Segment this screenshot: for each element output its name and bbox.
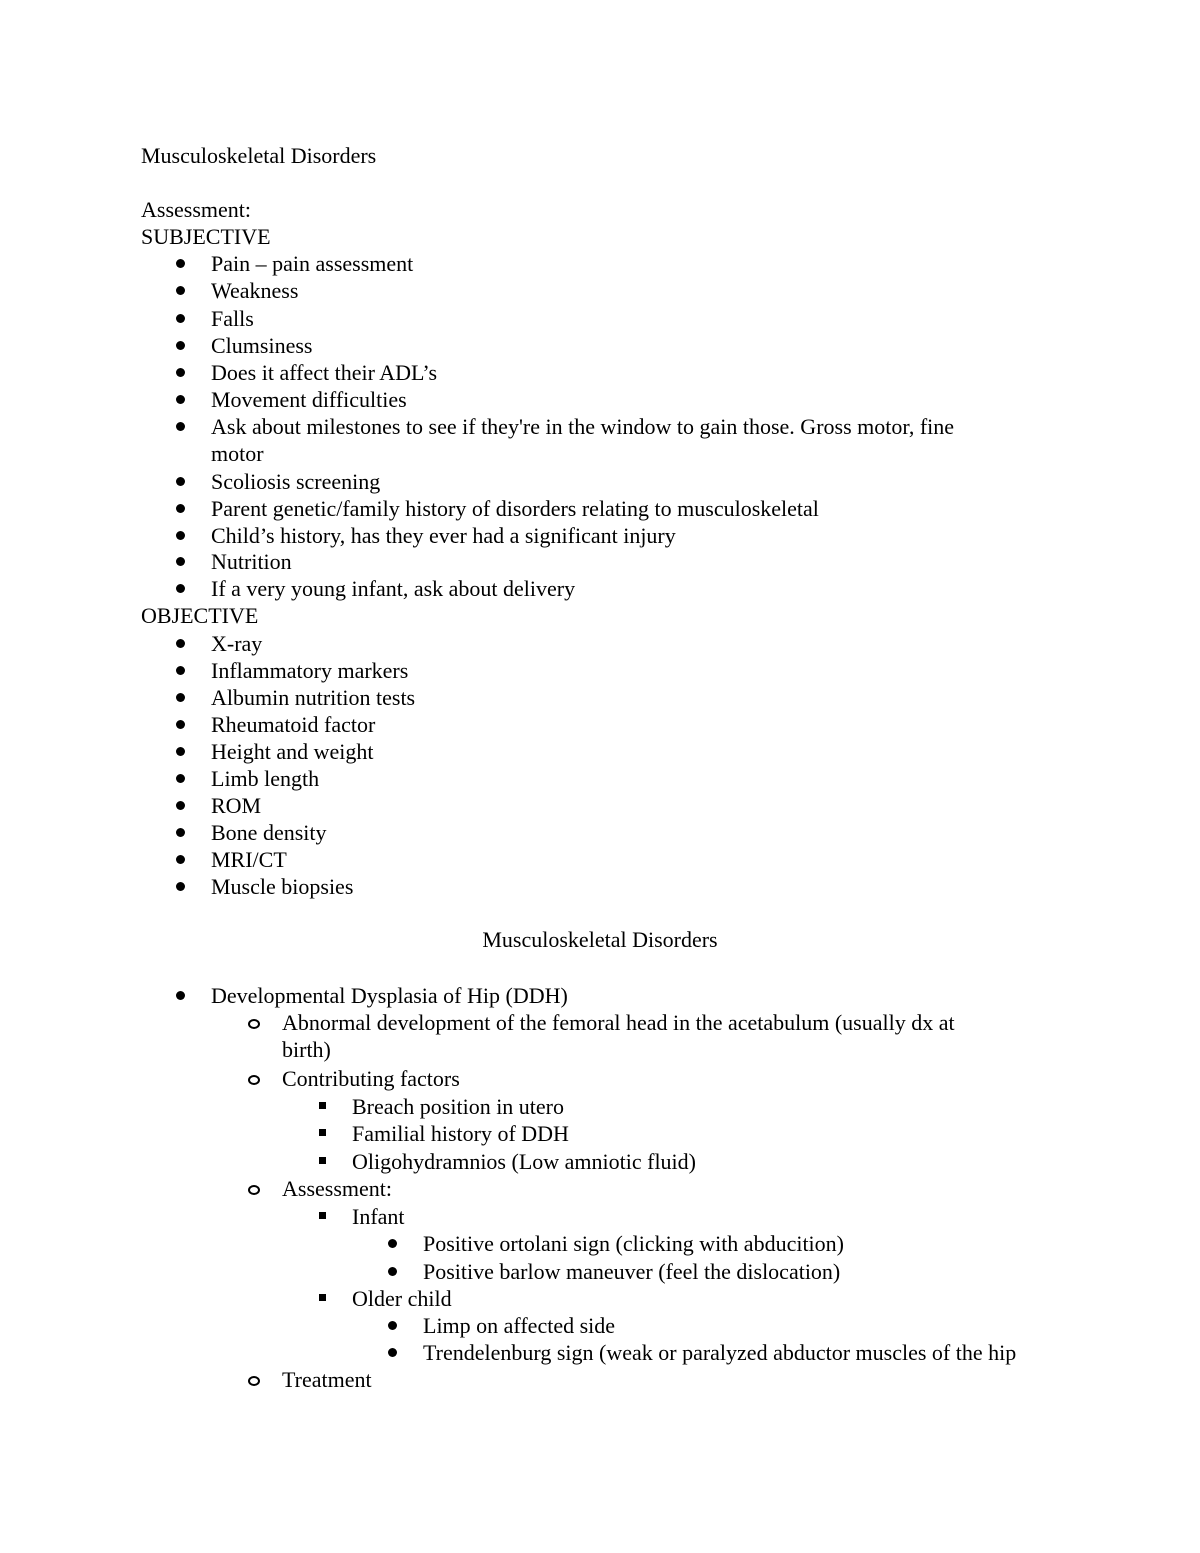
bullet-icon [176,368,185,377]
square-bullet-icon [319,1129,326,1136]
list-item: Falls [211,306,254,331]
circle-bullet-icon [248,1185,260,1195]
list-item: Albumin nutrition tests [211,685,416,710]
document-title: Musculoskeletal Disorders [141,143,377,168]
circle-bullet-icon [248,1019,260,1029]
bullet-icon [176,855,185,864]
assessment-heading: Assessment: [141,197,251,222]
square-bullet-icon [319,1157,326,1164]
list-item: Breach position in utero [352,1094,565,1119]
list-item: Child’s history, has they ever had a significant injury [211,523,676,548]
list-item: Rheumatoid factor [211,712,376,737]
ddh-definition-continuation: birth) [282,1037,331,1062]
bullet-icon [176,882,185,891]
bullet-icon [176,828,185,837]
bullet-icon [176,286,185,295]
list-item: Pain – pain assessment [211,251,414,276]
list-item: Bone density [211,820,327,845]
bullet-icon [388,1267,397,1276]
bullet-icon [388,1321,397,1330]
bullet-icon [176,639,185,648]
section-title: Musculoskeletal Disorders [482,927,718,952]
bullet-icon [176,477,185,486]
circle-bullet-icon [248,1075,260,1085]
ddh-assessment-heading: Assessment: [282,1176,392,1201]
list-item: Weakness [211,278,299,303]
ddh-title: Developmental Dysplasia of Hip (DDH) [211,983,568,1008]
bullet-icon [176,693,185,702]
list-item: ROM [211,793,262,818]
bullet-icon [176,720,185,729]
older-child-heading: Older child [352,1286,452,1311]
bullet-icon [176,557,185,566]
list-item: Scoliosis screening [211,469,381,494]
bullet-icon [176,584,185,593]
bullet-icon [176,395,185,404]
square-bullet-icon [319,1102,326,1109]
list-item: Limp on affected side [423,1313,616,1338]
infant-heading: Infant [352,1204,405,1229]
list-item: Trendelenburg sign (weak or paralyzed abductor muscles of the hip [423,1340,1017,1365]
list-item: Oligohydramnios (Low amniotic fluid) [352,1149,696,1174]
bullet-icon [176,259,185,268]
circle-bullet-icon [248,1376,260,1386]
bullet-icon [176,422,185,431]
bullet-icon [388,1348,397,1357]
list-item: Positive ortolani sign (clicking with abducition) [423,1231,844,1256]
list-item: Limb length [211,766,320,791]
subjective-heading: SUBJECTIVE [141,224,271,249]
list-item: Parent genetic/family history of disorders relating to musculoskeletal [211,496,819,521]
list-item: Nutrition [211,549,292,574]
square-bullet-icon [319,1212,326,1219]
bullet-icon [176,531,185,540]
list-item: Familial history of DDH [352,1121,569,1146]
contributing-factors-heading: Contributing factors [282,1066,460,1091]
list-item: Does it affect their ADL’s [211,360,438,385]
bullet-icon [176,504,185,513]
list-item: Ask about milestones to see if they're in the window to gain those. Gross motor, fine [211,414,955,439]
list-item: Height and weight [211,739,374,764]
bullet-icon [176,801,185,810]
bullet-icon [388,1239,397,1248]
square-bullet-icon [319,1294,326,1301]
ddh-definition: Abnormal development of the femoral head in the acetabulum (usually dx at [282,1010,955,1035]
list-item: If a very young infant, ask about delivery [211,576,576,601]
bullet-icon [176,991,185,1000]
list-item: Positive barlow maneuver (feel the dislocation) [423,1259,841,1284]
bullet-icon [176,747,185,756]
list-item-continuation: motor [211,441,264,466]
objective-heading: OBJECTIVE [141,603,259,628]
list-item: MRI/CT [211,847,287,872]
list-item: Movement difficulties [211,387,407,412]
bullet-icon [176,666,185,675]
list-item: X-ray [211,631,263,656]
bullet-icon [176,341,185,350]
list-item: Clumsiness [211,333,313,358]
bullet-icon [176,314,185,323]
list-item: Muscle biopsies [211,874,354,899]
treatment-heading: Treatment [282,1367,372,1392]
bullet-icon [176,774,185,783]
list-item: Inflammatory markers [211,658,409,683]
